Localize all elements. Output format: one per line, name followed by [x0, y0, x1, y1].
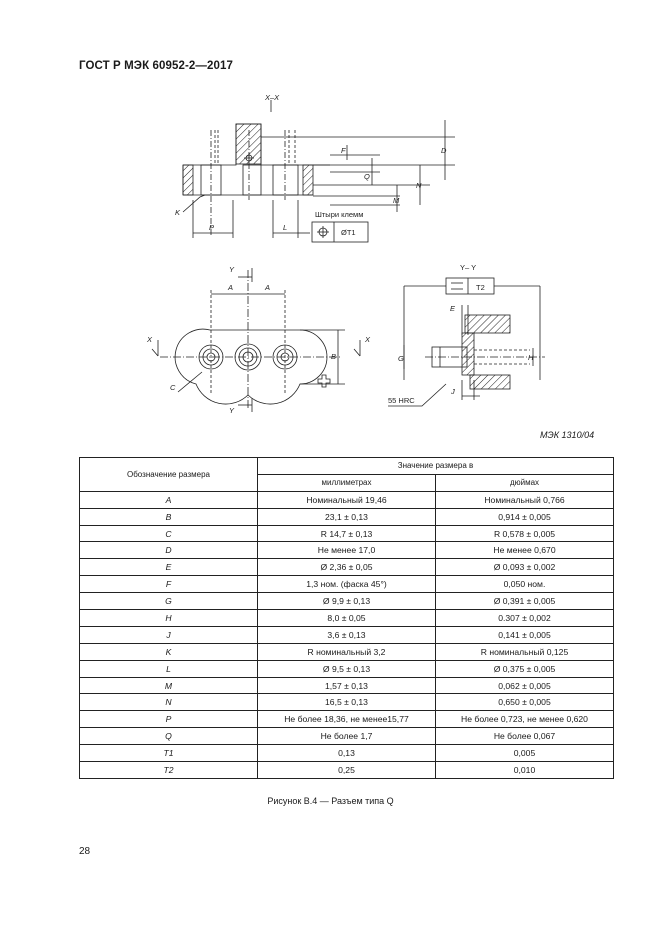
cell-value-in: 0,914 ± 0,005	[436, 508, 614, 525]
figure-reference: МЭК 1310/04	[540, 430, 595, 440]
table-row	[80, 508, 614, 525]
dim-label-g: G	[398, 354, 404, 363]
cell-value-in: Не менее 0,670	[436, 542, 614, 559]
table-row	[80, 626, 614, 643]
section-yy-view	[388, 278, 545, 406]
dim-label-m: M	[393, 196, 400, 205]
cell-value-mm: Номинальный 19,46	[258, 491, 436, 508]
dim-label-q: Q	[364, 172, 370, 181]
cell-designation: K	[80, 643, 258, 660]
dim-label-k: K	[175, 208, 181, 217]
table-row	[80, 677, 614, 694]
cell-value-in: 0.307 ± 0,002	[436, 610, 614, 627]
dim-label-j: J	[451, 387, 455, 396]
cell-designation: B	[80, 508, 258, 525]
section-x-left: X	[147, 335, 153, 344]
table-row	[80, 660, 614, 677]
cell-designation: E	[80, 559, 258, 576]
table-row	[80, 711, 614, 728]
cell-designation: G	[80, 593, 258, 610]
cell-value-mm: 0,13	[258, 745, 436, 762]
cell-value-in: R номинальный 0,125	[436, 643, 614, 660]
header-mm: миллиметрах	[258, 474, 436, 491]
cell-value-mm: Не более 18,36, не менее15,77	[258, 711, 436, 728]
table-row	[80, 491, 614, 508]
dimensions-table	[79, 457, 614, 779]
table-row	[80, 694, 614, 711]
dim-label-f: F	[341, 146, 346, 155]
hardness-label: 55 HRC	[388, 396, 415, 405]
cell-value-in: Не более 0,723, не менее 0,620	[436, 711, 614, 728]
dim-label-n: N	[416, 181, 422, 190]
table-row	[80, 576, 614, 593]
dim-label-d: D	[441, 146, 447, 155]
section-xx-view	[183, 100, 455, 242]
header-designation: Обозначение размера	[80, 458, 258, 492]
cell-value-in: Ø 0,391 ± 0,005	[436, 593, 614, 610]
section-yy-labels	[388, 263, 534, 405]
table-row	[80, 525, 614, 542]
cell-value-in: R 0,578 ± 0,005	[436, 525, 614, 542]
cell-value-mm: 16,5 ± 0,13	[258, 694, 436, 711]
cell-designation: H	[80, 610, 258, 627]
cell-value-in: 0,650 ± 0,005	[436, 694, 614, 711]
cell-value-mm: 1,3 ном. (фаска 45°)	[258, 576, 436, 593]
cell-designation: T2	[80, 762, 258, 779]
cell-designation: A	[80, 491, 258, 508]
tolerance-t2: T2	[476, 283, 485, 292]
plan-view	[152, 268, 360, 412]
table-body	[80, 491, 614, 778]
section-label: X–X	[265, 93, 280, 102]
cell-value-mm: Не менее 17,0	[258, 542, 436, 559]
cell-value-in: Ø 0,375 ± 0,005	[436, 660, 614, 677]
plan-view-labels	[146, 265, 371, 415]
cell-value-in: 0,062 ± 0,005	[436, 677, 614, 694]
cell-value-mm: Ø 2,36 ± 0,05	[258, 559, 436, 576]
table-row	[80, 559, 614, 576]
cell-designation: J	[80, 626, 258, 643]
cell-designation: F	[80, 576, 258, 593]
dim-label-a1: A	[228, 283, 234, 292]
cell-designation: P	[80, 711, 258, 728]
cell-value-in: 0,050 ном.	[436, 576, 614, 593]
pins-label: Штыри клемм	[315, 210, 364, 219]
cell-value-in: Ø 0,093 ± 0,002	[436, 559, 614, 576]
table-row	[80, 643, 614, 660]
cell-value-in: 0,005	[436, 745, 614, 762]
cell-value-mm: 23,1 ± 0,13	[258, 508, 436, 525]
cell-value-mm: 3,6 ± 0,13	[258, 626, 436, 643]
section-x-right: X	[365, 335, 371, 344]
cell-value-mm: Ø 9,9 ± 0,13	[258, 593, 436, 610]
dim-label-e: E	[450, 304, 456, 313]
figure-caption: Рисунок В.4 — Разъем типа Q	[267, 796, 394, 806]
table-row	[80, 542, 614, 559]
dim-label-c: C	[170, 383, 176, 392]
cell-value-mm: 1,57 ± 0,13	[258, 677, 436, 694]
cell-designation: L	[80, 660, 258, 677]
section-y-top: Y	[229, 265, 235, 274]
cell-value-in: 0,141 ± 0,005	[436, 626, 614, 643]
cell-value-mm: R 14,7 ± 0,13	[258, 525, 436, 542]
dim-label-l: L	[283, 223, 288, 232]
section-yy-label: Y– Y	[460, 263, 477, 272]
dim-label-b: B	[331, 352, 337, 361]
header-in: дюймах	[436, 474, 614, 491]
page-number: 28	[79, 846, 91, 857]
cell-value-in: Не более 0,067	[436, 728, 614, 745]
cell-value-in: 0,010	[436, 762, 614, 779]
cell-value-in: Номинальный 0,766	[436, 491, 614, 508]
cell-value-mm: 8,0 ± 0,05	[258, 610, 436, 627]
section-y-bottom: Y	[229, 406, 235, 415]
document-header: ГОСТ Р МЭК 60952-2—2017	[79, 60, 233, 72]
cell-designation: N	[80, 694, 258, 711]
dim-label-p: P	[209, 223, 215, 232]
cell-value-mm: Не более 1,7	[258, 728, 436, 745]
table-row	[80, 762, 614, 779]
table-row	[80, 745, 614, 762]
cell-designation: D	[80, 542, 258, 559]
table-row	[80, 728, 614, 745]
tolerance-t1: ØT1	[341, 228, 356, 237]
table-row	[80, 610, 614, 627]
cell-value-mm: 0,25	[258, 762, 436, 779]
cell-designation: C	[80, 525, 258, 542]
connector-drawing	[0, 0, 661, 430]
cell-value-mm: R номинальный 3,2	[258, 643, 436, 660]
cell-designation: Q	[80, 728, 258, 745]
cell-designation: M	[80, 677, 258, 694]
dim-label-a2: A	[265, 283, 271, 292]
cell-designation: T1	[80, 745, 258, 762]
header-value: Значение размера в	[258, 458, 614, 475]
dim-label-h: H	[528, 353, 534, 362]
table-row	[80, 593, 614, 610]
cell-value-mm: Ø 9,5 ± 0,13	[258, 660, 436, 677]
